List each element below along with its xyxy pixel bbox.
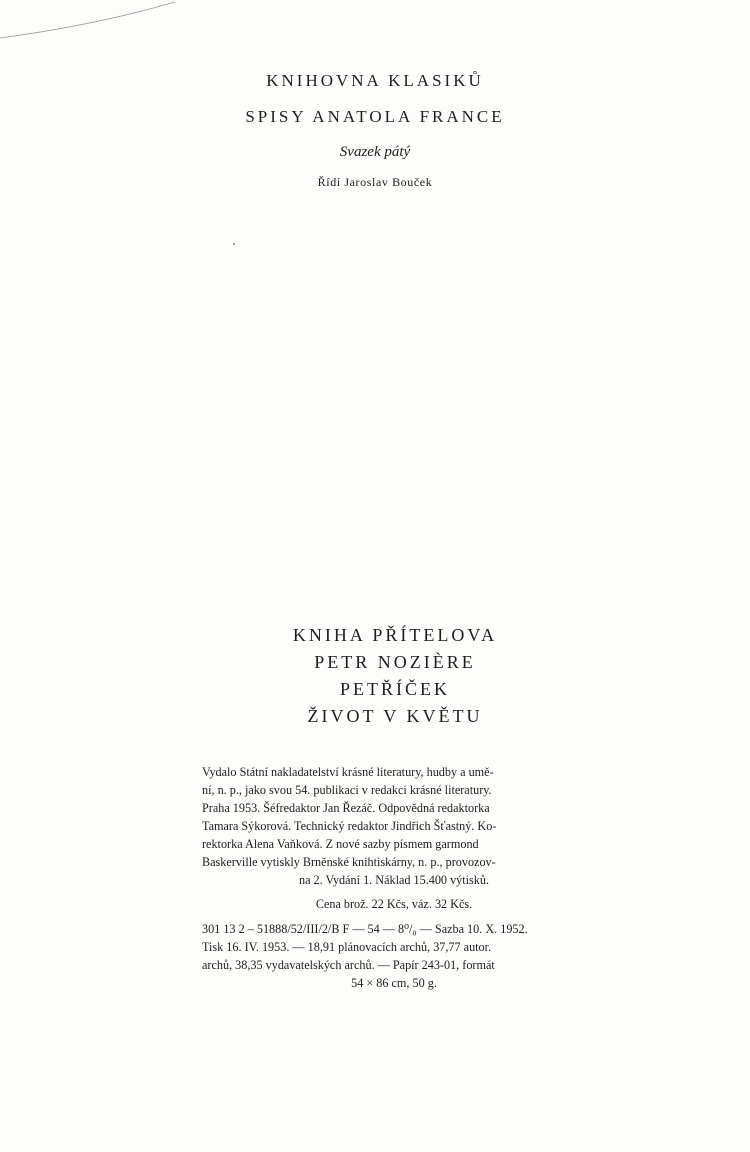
- book-titles: [0, 622, 750, 730]
- volume-label: Svazek pátý: [339, 144, 411, 160]
- colophon-line: Baskerville vytiskly Brněnské knihtiskárny, n. p., provozov-: [202, 855, 496, 869]
- tech-line: 301 13 2 – 51888/52/III/2/B F — 54 — 8⁰/₀ — Sazba 10. X. 1952.: [202, 922, 528, 936]
- book-title-3: PETŘÍČEK: [339, 679, 450, 699]
- colophon-line: Praha 1953. Šéfredaktor Jan Řezáč. Odpovědná redaktorka: [202, 801, 490, 815]
- book-title-2: PETR NOZIÈRE: [314, 652, 476, 672]
- colophon-line: Vydalo Státní nakladatelství krásné literatury, hudby a umě-: [202, 765, 494, 779]
- print-speck: [233, 243, 235, 245]
- series-title: KNIHOVNA KLASIKŮ: [266, 71, 484, 90]
- series-header: [0, 70, 750, 190]
- series-subtitle: SPISY ANATOLA FRANCE: [245, 107, 505, 126]
- book-title-4: ŽIVOT V KVĚTU: [307, 706, 483, 726]
- paper-edge-line: [0, 0, 750, 60]
- tech-line: archů, 38,35 vydavatelských archů. — Papír 243-01, formát: [202, 958, 495, 972]
- colophon-line: Tamara Sýkorová. Technický redaktor Jindřich Šťastný. Ko-: [202, 819, 497, 833]
- book-title-1: KNIHA PŘÍTELOVA: [292, 625, 498, 645]
- editor-credit: Řídí Jaroslav Bouček: [317, 175, 433, 189]
- tech-line: 54 × 86 cm, 50 g.: [351, 976, 437, 990]
- colophon-line: ní, n. p., jako svou 54. publikaci v redakci krásné literatury.: [202, 783, 492, 797]
- colophon-line: na 2. Vydání 1. Náklad 15.400 výtisků.: [298, 873, 490, 887]
- price-line: Cena brož. 22 Kčs, váz. 32 Kčs.: [315, 897, 473, 911]
- technical-data: [202, 920, 586, 992]
- tech-line: Tisk 16. IV. 1953. — 18,91 plánovacích archů, 37,77 autor.: [202, 940, 492, 954]
- colophon-line: rektorka Alena Vaňková. Z nové sazby písmem garmond: [202, 837, 479, 851]
- colophon: [202, 763, 586, 889]
